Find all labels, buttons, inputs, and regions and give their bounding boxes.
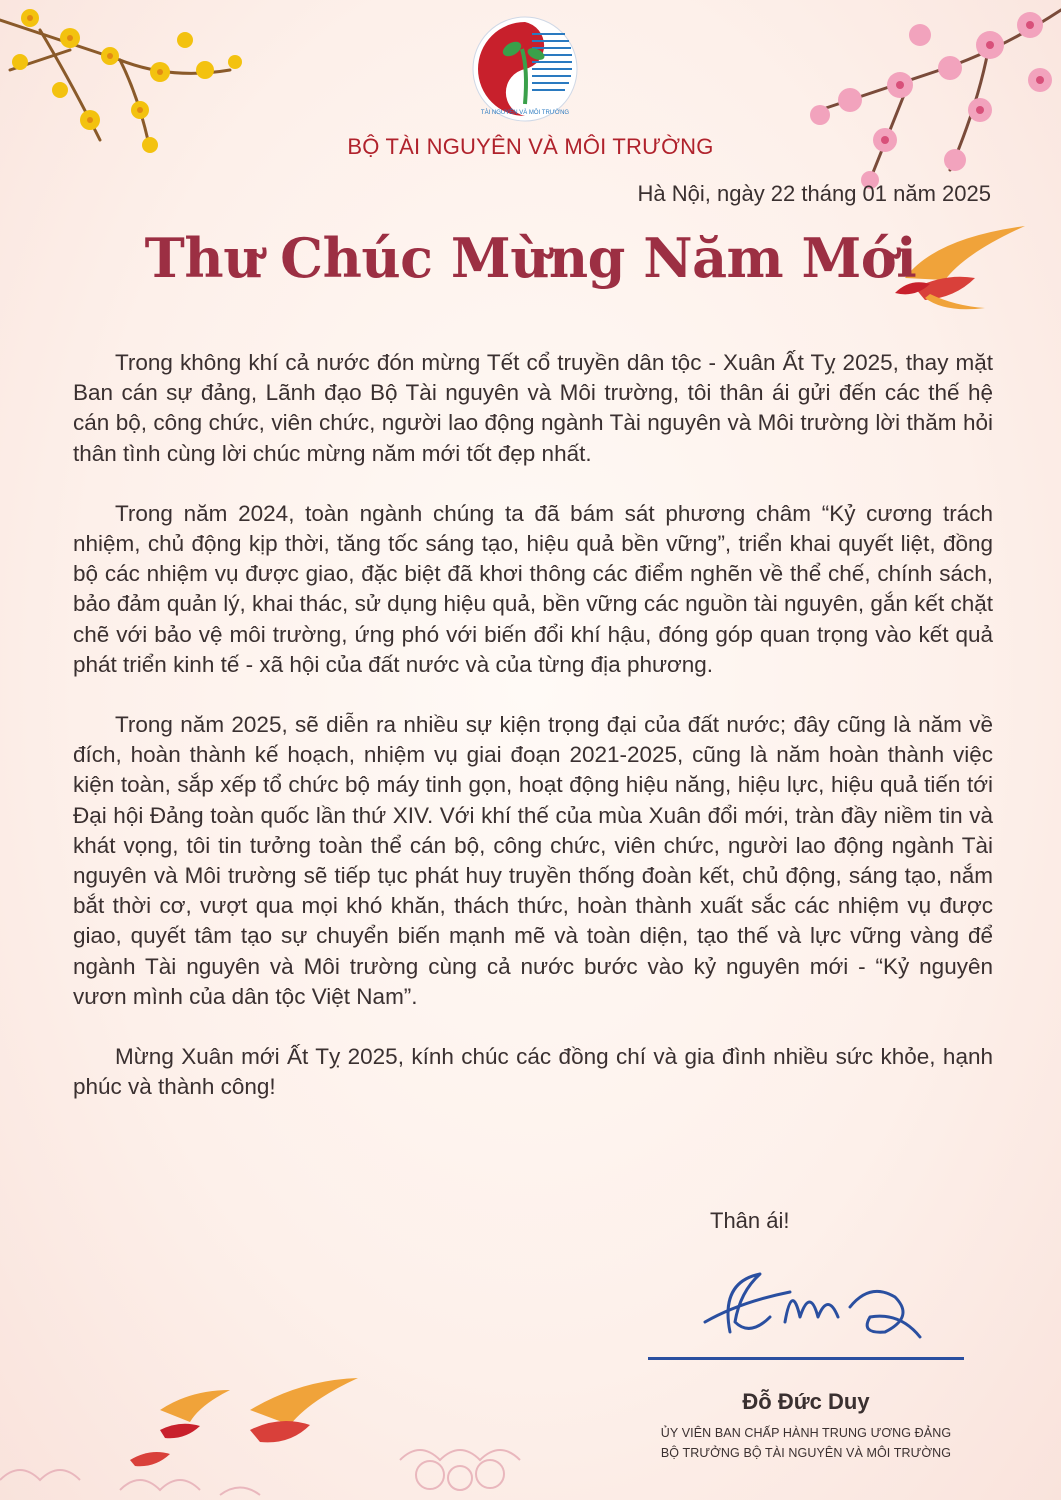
signature-line [648,1357,964,1360]
letter-body [73,348,993,1132]
cloud-pattern-decoration [0,1400,560,1500]
signer-title-line-2: BỘ TRƯỞNG BỘ TÀI NGUYÊN VÀ MÔI TRƯỜNG [660,1446,952,1460]
signer-name: Đỗ Đức Duy [742,1389,870,1414]
organization-name: BỘ TÀI NGUYÊN VÀ MÔI TRƯỜNG [347,134,714,159]
body-paragraph: Trong không khí cả nước đón mừng Tết cổ truyền dân tộc - Xuân Ất Tỵ 2025, thay mặt Ban cán sự đảng, Lãnh đạo Bộ Tài nguyên và Môi trường, tôi thân ái gửi đến các thế hệ cán bộ, công chức, viên chức, người lao động ngành Tài nguyên và Môi trường lời thăm hỏi thân tình cùng lời chúc mừng năm mới tốt đẹp nhất. [73,350,993,466]
peach-blossom-decoration [760,0,1061,200]
signer-title-line-1: ỦY VIÊN BAN CHẤP HÀNH TRUNG ƯƠNG ĐẢNG [660,1426,952,1440]
letter-date: Hà Nội, ngày 22 tháng 01 năm 2025 [637,181,991,206]
signature-icon [700,1262,940,1352]
ministry-logo-icon [470,14,580,124]
body-paragraph: Mừng Xuân mới Ất Tỵ 2025, kính chúc các đồng chí và gia đình nhiều sức khỏe, hạnh phúc và thành công! [73,1044,993,1100]
logo-ring-text: TÀI NGUYÊN VÀ MÔI TRƯỜNG [480,110,570,116]
closing-greeting: Thân ái! [710,1208,790,1233]
body-paragraph: Trong năm 2025, sẽ diễn ra nhiều sự kiện trọng đại của đất nước; đây cũng là năm về đích, hoàn thành kế hoạch, nhiệm vụ giai đoạn 2021-2025, cũng là năm hoàn thành việc kiện toàn, sắp xếp tổ chức bộ máy tinh gọn, hoạt động hiệu năng, hiệu lực, hiệu quả tiến tới Đại hội Đảng toàn quốc lần thứ XIV. Với khí thế của mùa Xuân đổi mới, tràn đầy niềm tin và khát vọng, tôi tin tưởng toàn thể cán bộ, công chức, viên chức, người lao động ngành Tài nguyên và Môi trường sẽ tiếp tục phát huy truyền thống đoàn kết, chủ động, sáng tạo, nắm bắt thời cơ, vượt qua mọi khó khăn, thách thức, hoàn thành xuất sắc các nhiệm vụ được giao, quyết tâm tạo sự chuyển biến mạnh mẽ và toàn diện, tạo thế và lực vững vàng để ngành Tài nguyên và Môi trường cùng cả nước bước vào kỷ nguyên mới - “Kỷ nguyên vươn mình của dân tộc Việt Nam”. [73,712,993,1009]
letter-title: Thư Chúc Mừng Năm Mới [144,226,917,290]
body-paragraph: Trong năm 2024, toàn ngành chúng ta đã bám sát phương châm “Kỷ cương trách nhiệm, chủ động kịp thời, tăng tốc sáng tạo, hiệu quả bền vững”, triển khai quyết liệt, đồng bộ các nhiệm vụ được giao, đặc biệt đã khơi thông các điểm nghẽn về thể chế, chính sách, bảo đảm quản lý, khai thác, sử dụng hiệu quả, bền vững các nguồn tài nguyên, gắn kết chặt chẽ với bảo vệ môi trường, ứng phó với biến đổi khí hậu, đóng góp quan trọng vào kết quả phát triển kinh tế - xã hội của đất nước và của từng địa phương. [73,500,993,677]
